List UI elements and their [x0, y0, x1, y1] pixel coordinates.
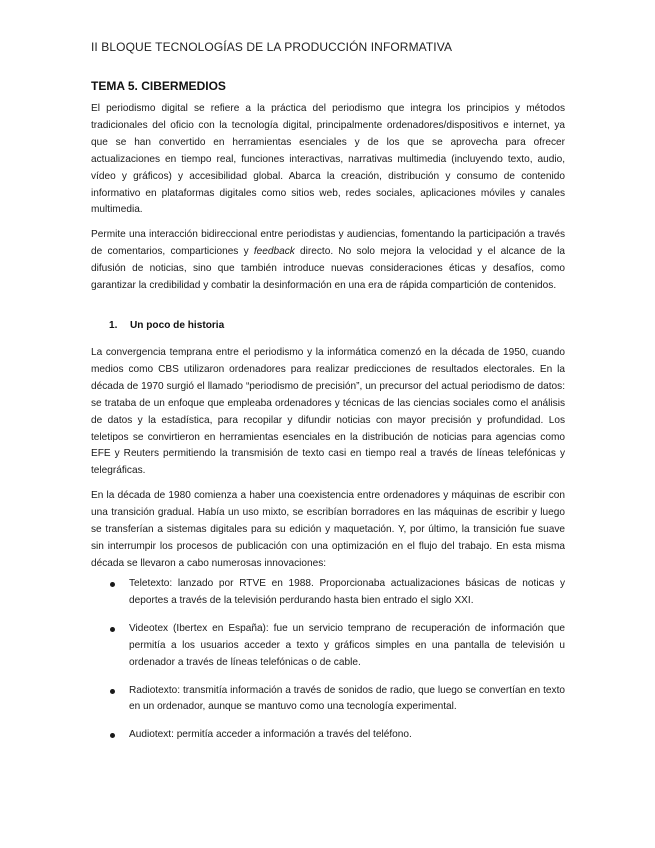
- innovations-list: [91, 576, 565, 755]
- paragraph-eighties: En la década de 1980 comienza a haber una coexistencia entre ordenadores y máquinas de escribir con una transición gradual. Había un uso mixto, se escribían borradores en las máquinas de escribir y luego se transferían a sistemas digitales para su edición y maquetación. Y, por último, la transición fue suave sin interrumpir los procesos de publicación con una optimización en el flujo del trabajo. En esta misma década se llevaron a cabo numerosas innovaciones:: [91, 490, 565, 569]
- bullet-icon: [110, 627, 115, 632]
- list-item-text: Videotex (Ibertex en España): fue un servicio temprano de recuperación de información que permitía a los usuarios acceder a texto y gráficos simples en una pantalla de televisión u ordenador a través de líneas telefónicas o de cable.: [129, 622, 565, 668]
- bullet-icon: [110, 582, 115, 587]
- chapter-title: TEMA 5. CIBERMEDIOS: [91, 79, 226, 93]
- list-item: [91, 727, 565, 744]
- paragraph-history: La convergencia temprana entre el periodismo y la informática comenzó en la década de 1950, cuando medios como CBS utilizaron ordenadores para realizar predicciones de resultados electorales. En la década de 1970 surgió el llamado “periodismo de precisión”, un precursor del actual periodismo de datos: se trataba de un enfoque que empleaba ordenadores y técnicas de las ciencias sociales como el análisis de datos y la estadística, para recopilar y difundir noticias con mayor precisión y profundidad. Los teletipos se convirtieron en herramientas esenciales en la distribución de noticias para agencias como EFE y Reuters permitiendo la transmisión de texto casi en tiempo real a través de líneas telefónicas y telegráficas.: [91, 347, 565, 477]
- section-title: Un poco de historia: [130, 320, 225, 331]
- running-header: II BLOQUE TECNOLOGÍAS DE LA PRODUCCIÓN INFORMATIVA: [91, 40, 453, 54]
- list-item-text: Teletexto: lanzado por RTVE en 1988. Proporcionaba actualizaciones básicas de noticas y deportes a través de la televisión perdurando hasta bien entrado el siglo XXI.: [129, 578, 565, 606]
- italic-term: feedback: [253, 245, 295, 257]
- list-item: [91, 621, 565, 672]
- list-item-text: Radiotexto: transmitía información a través de sonidos de radio, que luego se convertían en texto en un ordenador, aunque se mantuvo como una tecnología experimental.: [129, 684, 565, 713]
- bullet-icon: [110, 689, 115, 694]
- list-item: [91, 683, 565, 717]
- bullet-icon: [110, 733, 115, 738]
- section-heading: [109, 320, 224, 331]
- section-number: 1.: [109, 320, 118, 331]
- paragraph-intro: El periodismo digital se refiere a la práctica del periodismo que integra los principios y métodos tradicionales del oficio con la tecnología digital, principalmente ordenadores/dispositivos e internet, ya que se han convertido en herramientas esenciales y de los que se aprovecha para ofrecer actualizaciones en tiempo real, funciones interactivas, narrativas multimedia (incluyendo texto, audio, vídeo y gráficos) y accesibilidad global. Abarca la creación, distribución y consumo de contenido informativo en plataformas digitales como sitios web, redes sociales, aplicaciones móviles y canales multimedia.: [91, 103, 565, 216]
- paragraph-text: directo. No solo mejora la velocidad y el alcance de la difusión de noticias, sino que también introduce nuevas consideraciones éticas y desafíos, como garantizar la credibilidad y combatir la desinformación en una era de rápida compartición de contenidos.: [91, 245, 565, 291]
- paragraph-text: Permite una interacción bidireccional entre periodistas y audiencias, fomentando la participación a través de comentarios, comparticiones y: [91, 229, 565, 257]
- paragraph-interaction: [91, 227, 565, 295]
- list-item-text: Audiotext: permitía acceder a información a través del teléfono.: [129, 729, 412, 741]
- list-item: [91, 576, 565, 610]
